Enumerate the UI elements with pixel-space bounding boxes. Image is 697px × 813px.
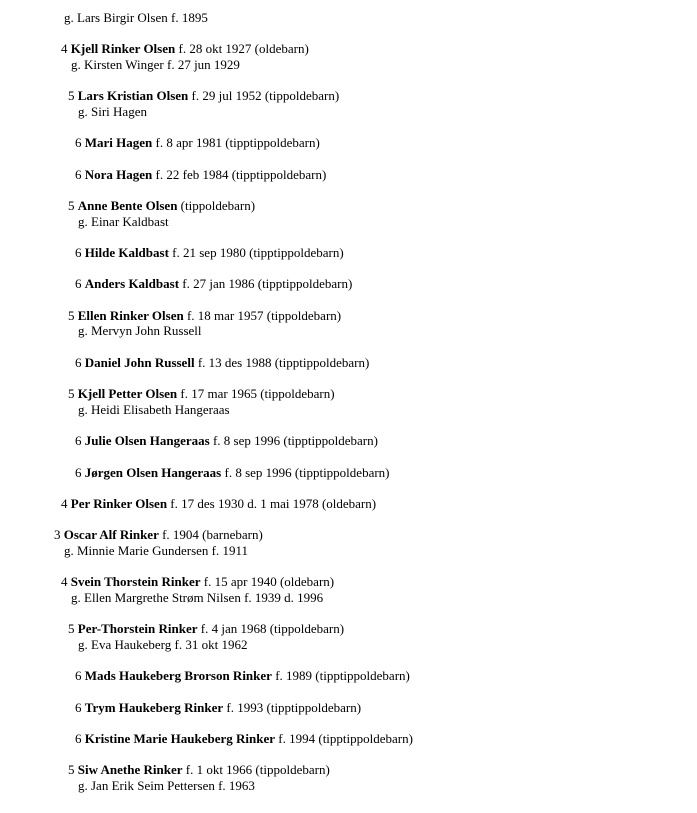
spouse-line: g. Kirsten Winger f. 27 jun 1929: [71, 57, 240, 72]
person-line: [75, 167, 326, 183]
person-name: Lars Kristian Olsen: [77, 88, 189, 103]
person-name: Nora Hagen: [84, 167, 153, 182]
spouse-line: g. Minnie Marie Gundersen f. 1911: [64, 543, 249, 558]
person-line: [61, 574, 334, 590]
person-line: [61, 41, 309, 57]
person-name: Mads Haukeberg Brorson Rinker: [84, 668, 272, 683]
person-details: f. 1904 (barnebarn): [158, 527, 263, 542]
spouse-line: g. Ellen Margrethe Strøm Nilsen f. 1939 d. 1996: [71, 590, 324, 605]
person-name: Jørgen Olsen Hangeraas: [84, 465, 222, 480]
person-name: Svein Thorstein Rinker: [70, 574, 201, 589]
person-line: [68, 198, 255, 214]
person-details: f. 13 des 1988 (tipptippoldebarn): [194, 355, 370, 370]
spouse-line: g. Jan Erik Seim Pettersen f. 1963: [78, 778, 255, 793]
person-line: [75, 731, 413, 747]
person-name: Kjell Rinker Olsen: [70, 41, 176, 56]
person-name: Oscar Alf Rinker: [63, 527, 159, 542]
person-line: [54, 527, 263, 543]
person-details: f. 28 okt 1927 (oldebarn): [175, 41, 309, 56]
spouse-line: g. Heidi Elisabeth Hangeraas: [78, 402, 230, 417]
person-details: f. 17 des 1930 d. 1 mai 1978 (oldebarn): [167, 496, 377, 511]
generation-number: 5: [68, 308, 75, 323]
person-name: Kristine Marie Haukeberg Rinker: [84, 731, 276, 746]
person-line: [68, 308, 341, 324]
person-line: [68, 762, 330, 778]
person-details: f. 8 apr 1981 (tipptippoldebarn): [152, 135, 320, 150]
generation-number: 5: [68, 621, 75, 636]
person-name: Anders Kaldbast: [84, 276, 180, 291]
person-line: [75, 276, 352, 292]
person-details: f. 21 sep 1980 (tipptippoldebarn): [168, 245, 344, 260]
generation-number: 4: [61, 41, 68, 56]
person-name: Hilde Kaldbast: [84, 245, 169, 260]
generation-number: 6: [75, 465, 82, 480]
person-name: Ellen Rinker Olsen: [77, 308, 184, 323]
spouse-line: g. Eva Haukeberg f. 31 okt 1962: [78, 637, 248, 652]
generation-number: 4: [61, 574, 68, 589]
spouse-line: g. Einar Kaldbast: [78, 214, 169, 229]
person-details: f. 1994 (tipptippoldebarn): [275, 731, 413, 746]
person-name: Trym Haukeberg Rinker: [84, 700, 224, 715]
generation-number: 6: [75, 433, 82, 448]
person-name: Mari Hagen: [84, 135, 153, 150]
person-details: f. 8 sep 1996 (tipptippoldebarn): [221, 465, 390, 480]
generation-number: 5: [68, 198, 75, 213]
person-details: f. 4 jan 1968 (tippoldebarn): [197, 621, 345, 636]
person-line: [75, 355, 369, 371]
person-details: f. 22 feb 1984 (tipptippoldebarn): [152, 167, 327, 182]
generation-number: 6: [75, 245, 82, 260]
person-details: f. 17 mar 1965 (tippoldebarn): [177, 386, 335, 401]
person-name: Per Rinker Olsen: [70, 496, 168, 511]
person-line: [68, 621, 344, 637]
person-name: Per-Thorstein Rinker: [77, 621, 198, 636]
person-line: [75, 700, 361, 716]
person-line: [75, 135, 320, 151]
person-details: f. 29 jul 1952 (tippoldebarn): [188, 88, 340, 103]
person-line: [75, 465, 390, 481]
spouse-line: g. Lars Birgir Olsen f. 1895: [64, 10, 208, 25]
generation-number: 5: [68, 762, 75, 777]
person-line: [68, 386, 335, 402]
spouse-line: g. Siri Hagen: [78, 104, 147, 119]
generation-number: 6: [75, 135, 82, 150]
generation-number: 3: [54, 527, 61, 542]
person-details: f. 8 sep 1996 (tipptippoldebarn): [209, 433, 378, 448]
person-line: [75, 245, 344, 261]
person-line: [75, 433, 378, 449]
person-name: Anne Bente Olsen: [77, 198, 178, 213]
generation-number: 6: [75, 355, 82, 370]
person-details: f. 27 jan 1986 (tipptippoldebarn): [179, 276, 353, 291]
person-details: f. 15 apr 1940 (oldebarn): [200, 574, 335, 589]
person-name: Julie Olsen Hangeraas: [84, 433, 210, 448]
person-details: f. 1993 (tipptippoldebarn): [223, 700, 362, 715]
generation-number: 4: [61, 496, 68, 511]
generation-number: 6: [75, 668, 82, 683]
person-name: Siw Anethe Rinker: [77, 762, 183, 777]
person-details: f. 18 mar 1957 (tippoldebarn): [183, 308, 342, 323]
generation-number: 5: [68, 88, 75, 103]
generation-number: 5: [68, 386, 75, 401]
spouse-line: g. Mervyn John Russell: [78, 323, 202, 338]
person-name: Kjell Petter Olsen: [77, 386, 178, 401]
generation-number: 6: [75, 276, 82, 291]
generation-number: 6: [75, 731, 82, 746]
person-line: [61, 496, 376, 512]
person-details: (tippoldebarn): [177, 198, 256, 213]
person-name: Daniel John Russell: [84, 355, 195, 370]
person-details: f. 1989 (tipptippoldebarn): [271, 668, 410, 683]
person-line: [68, 88, 339, 104]
person-line: [75, 668, 410, 684]
person-details: f. 1 okt 1966 (tippoldebarn): [182, 762, 330, 777]
generation-number: 6: [75, 700, 82, 715]
generation-number: 6: [75, 167, 82, 182]
